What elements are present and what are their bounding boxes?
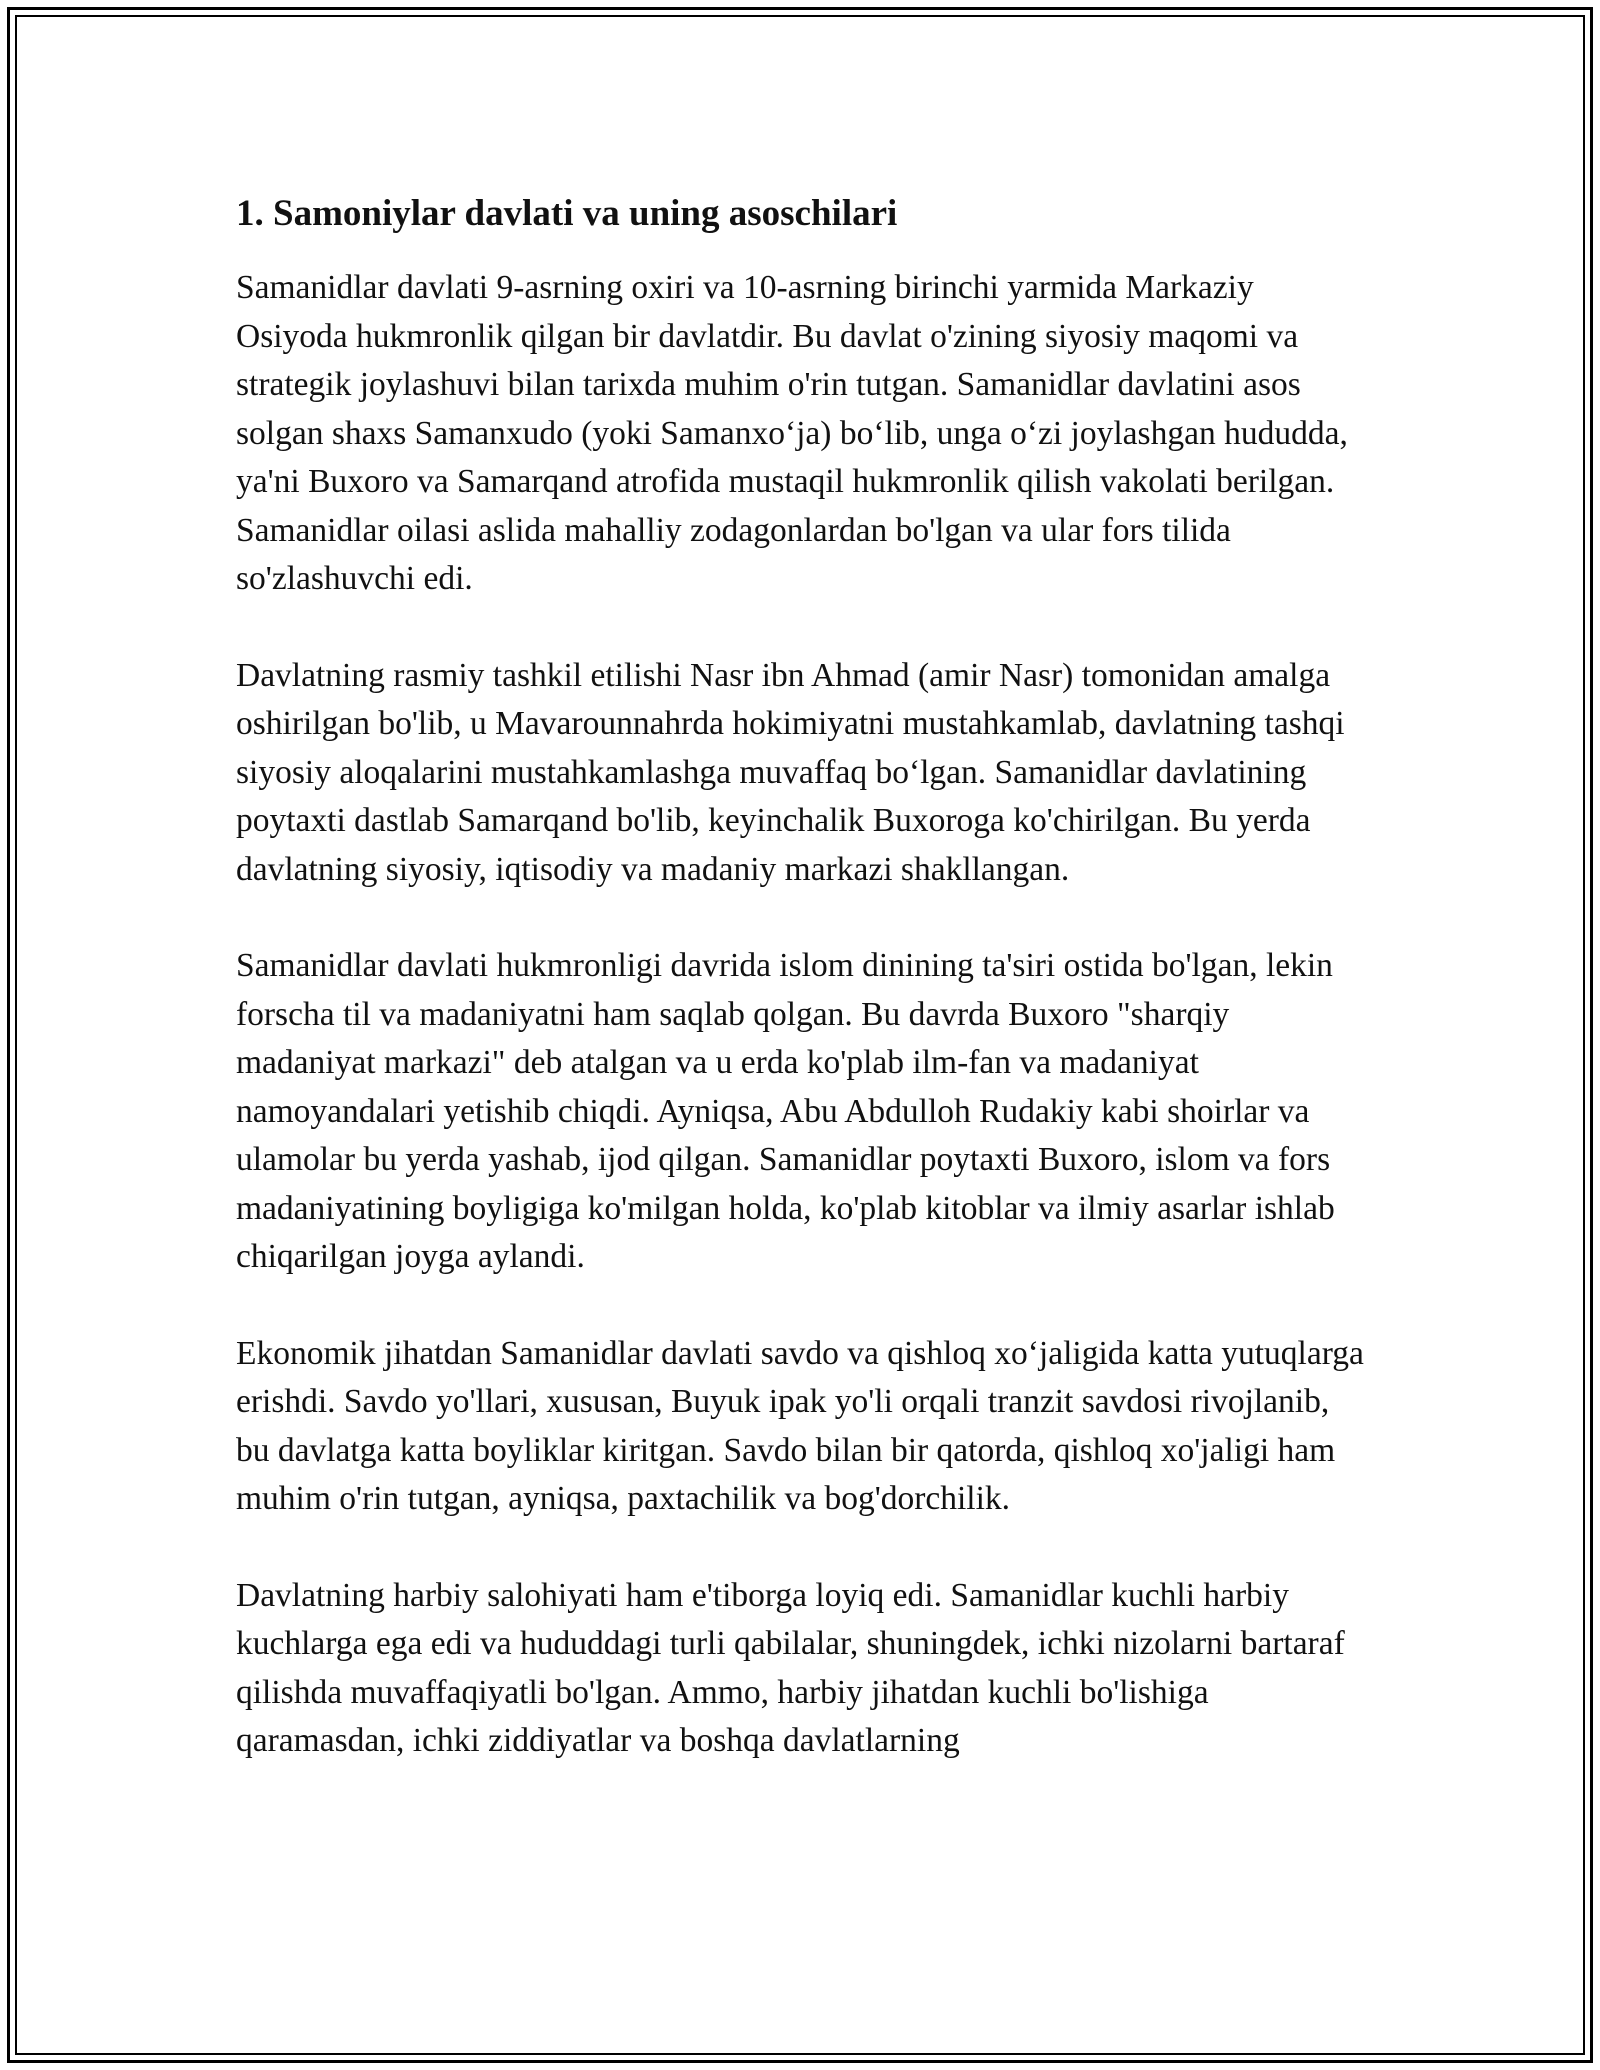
paragraph-2: Davlatning rasmiy tashkil etilishi Nasr ibn Ahmad (amir Nasr) tomonidan amalga oshirilgan bo'lib, u Mavarounnahrda hokimiyatni mustahkamlab, davlatning tashqi siyosiy aloqalarini mustahkamlashga muvaffaq bo‘lgan. Samanidlar davlatining poytaxti dastlab Samarqand bo'lib, keyinchalik Buxoroga ko'chirilgan. Bu yerda davlatning siyosiy, iqtisodiy va madaniy markazi shakllangan. xyxy=(236,656,1345,888)
paragraph-5: Davlatning harbiy salohiyati ham e'tiborga loyiq edi. Samanidlar kuchli harbiy kuchlarga ega edi va hududdagi turli qabilalar, shuningdek, ichki nizolarni bartaraf qilishda muvaffaqiyatli bo'lgan. Ammo, harbiy jihatdan kuchli bo'lishiga qaramasdan, ichki ziddiyatlar va boshqa davlatlarning xyxy=(236,1576,1345,1759)
paragraph-4: Ekonomik jihatdan Samanidlar davlati savdo va qishloq xo‘jaligida katta yutuqlarga erishdi. Savdo yo'llari, xususan, Buyuk ipak yo'li orqali tranzit savdosi rivojlanib, bu davlatga katta boyliklar kiritgan. Savdo bilan bir qatorda, qishloq xo'jaligi ham muhim o'rin tutgan, ayniqsa, paxtachilik va bog'dorchilik. xyxy=(236,1334,1364,1517)
section-heading: 1. Samoniylar davlati va uning asoschilari xyxy=(236,193,898,234)
document-body xyxy=(236,186,1371,1814)
paragraph-1: Samanidlar davlati 9-asrning oxiri va 10-asrning birinchi yarmida Markaziy Osiyoda hukmronlik qilgan bir davlatdir. Bu davlat o'zining siyosiy maqomi va strategik joylashuvi bilan tarixda muhim o'rin tutgan. Samanidlar davlatini asos solgan shaxs Samanxudo (yoki Samanxo‘ja) bo‘lib, unga o‘zi joylashgan hududda, ya'ni Buxoro va Samarqand atrofida mustaqil hukmronlik qilish vakolati berilgan. Samanidlar oilasi aslida mahalliy zodagonlardan bo'lgan va ular fors tilida so'zlashuvchi edi. xyxy=(236,269,1348,597)
paragraph-3: Samanidlar davlati hukmronligi davrida islom dinining ta'siri ostida bo'lgan, lekin forscha til va madaniyatni ham saqlab qolgan. Bu davrda Buxoro "sharqiy madaniyat markazi" deb atalgan va u erda ko'plab ilm-fan va madaniyat namoyandalari yetishib chiqdi. Ayniqsa, Abu Abdulloh Rudakiy kabi shoirlar va ulamolar bu yerda yashab, ijod qilgan. Samanidlar poytaxti Buxoro, islom va fors madaniyatining boyligiga ko'milgan holda, ko'plab kitoblar va ilmiy asarlar ishlab chiqarilgan joyga aylandi. xyxy=(236,947,1335,1275)
